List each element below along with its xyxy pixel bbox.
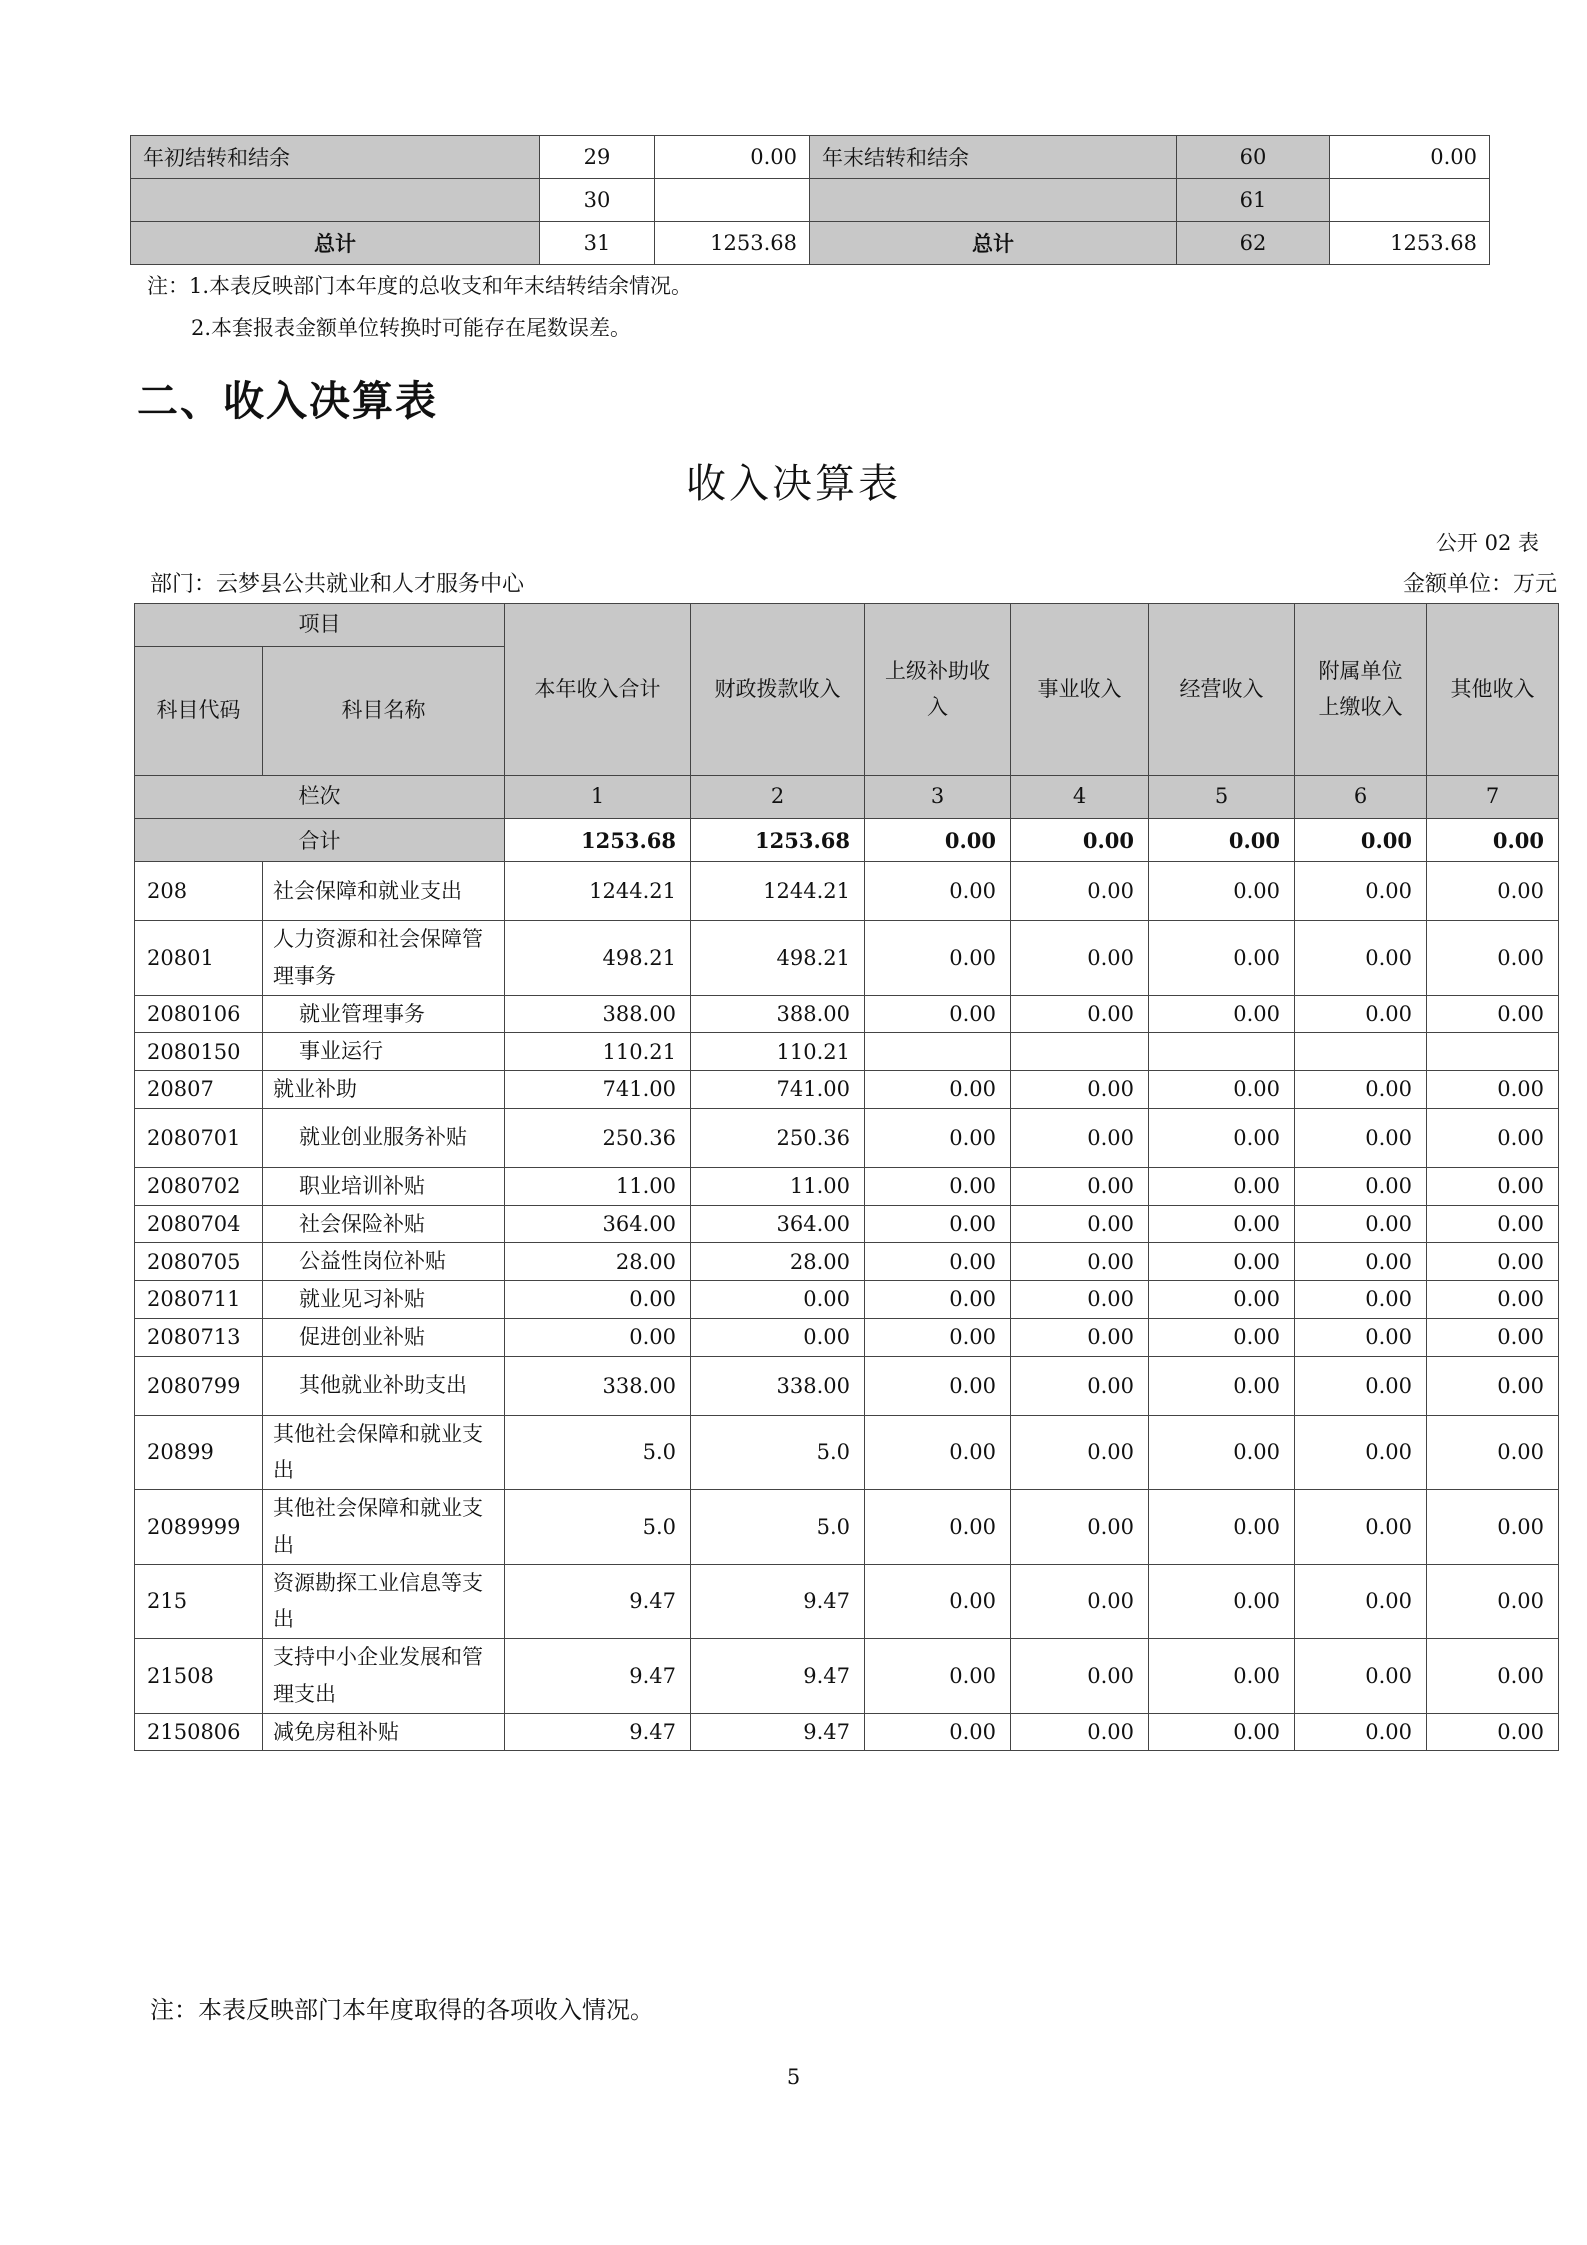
subject-code: 2080704 bbox=[135, 1205, 263, 1243]
subject-name: 减免房租补贴 bbox=[263, 1713, 505, 1751]
table-row bbox=[135, 862, 1559, 921]
total-value: 0.00 bbox=[1427, 819, 1559, 862]
amount-cell: 0.00 bbox=[865, 1356, 1011, 1415]
amount-cell: 0.00 bbox=[1427, 1205, 1559, 1243]
subject-name: 事业运行 bbox=[263, 1033, 505, 1071]
summary-right-line-no: 61 bbox=[1177, 179, 1330, 222]
amount-cell: 388.00 bbox=[505, 995, 691, 1033]
amount-cell: 0.00 bbox=[1011, 1356, 1149, 1415]
table-row bbox=[135, 1033, 1559, 1071]
summary-left-label: 年初结转和结余 bbox=[131, 136, 540, 179]
table-row bbox=[135, 1108, 1559, 1167]
amount-cell: 0.00 bbox=[1295, 1639, 1427, 1714]
amount-cell: 0.00 bbox=[865, 862, 1011, 921]
table-row bbox=[135, 1281, 1559, 1319]
amount-cell: 0.00 bbox=[1295, 1108, 1427, 1167]
summary-left-label bbox=[131, 179, 540, 222]
table-row bbox=[135, 1713, 1559, 1751]
subject-code: 2080150 bbox=[135, 1033, 263, 1071]
amount-cell: 0.00 bbox=[865, 921, 1011, 996]
subject-name: 就业创业服务补贴 bbox=[263, 1108, 505, 1167]
table-row bbox=[135, 921, 1559, 996]
table-row bbox=[135, 1071, 1559, 1109]
amount-cell: 0.00 bbox=[1011, 921, 1149, 996]
unit-label: 金额单位：万元 bbox=[1402, 572, 1557, 597]
amount-cell: 1244.21 bbox=[691, 862, 865, 921]
page-number: 5 bbox=[786, 2065, 801, 2089]
income-table bbox=[134, 603, 1559, 1751]
amount-cell: 0.00 bbox=[505, 1281, 691, 1319]
amount-cell: 0.00 bbox=[1149, 1564, 1295, 1639]
subject-name: 公益性岗位补贴 bbox=[263, 1243, 505, 1281]
amount-cell: 11.00 bbox=[505, 1167, 691, 1205]
subject-code: 20801 bbox=[135, 921, 263, 996]
amount-cell: 28.00 bbox=[505, 1243, 691, 1281]
amount-cell: 0.00 bbox=[1011, 1564, 1149, 1639]
amount-cell: 498.21 bbox=[505, 921, 691, 996]
summary-note-2: 2.本套报表金额单位转换时可能存在尾数误差。 bbox=[191, 316, 632, 340]
amount-cell: 0.00 bbox=[1427, 1490, 1559, 1565]
amount-cell: 0.00 bbox=[1427, 1243, 1559, 1281]
total-value: 0.00 bbox=[1149, 819, 1295, 862]
total-value: 1253.68 bbox=[505, 819, 691, 862]
amount-cell: 0.00 bbox=[865, 1205, 1011, 1243]
amount-cell: 0.00 bbox=[1149, 1356, 1295, 1415]
summary-right-label: 总计 bbox=[810, 222, 1177, 265]
table-row bbox=[135, 1205, 1559, 1243]
amount-cell: 0.00 bbox=[1427, 1167, 1559, 1205]
summary-left-value: 0.00 bbox=[655, 136, 810, 179]
summary-right-label: 年末结转和结余 bbox=[810, 136, 1177, 179]
amount-cell: 0.00 bbox=[865, 1564, 1011, 1639]
department-label: 部门：云梦县公共就业和人才服务中心 bbox=[150, 572, 525, 597]
amount-cell: 0.00 bbox=[1149, 1639, 1295, 1714]
summary-right-line-no: 62 bbox=[1177, 222, 1330, 265]
header-col-1: 本年收入合计 bbox=[505, 604, 691, 776]
amount-cell: 5.0 bbox=[691, 1490, 865, 1565]
subject-name: 就业补助 bbox=[263, 1071, 505, 1109]
summary-row bbox=[131, 222, 1490, 265]
total-value: 1253.68 bbox=[691, 819, 865, 862]
summary-left-line-no: 31 bbox=[540, 222, 655, 265]
amount-cell: 110.21 bbox=[691, 1033, 865, 1071]
subject-code: 2080702 bbox=[135, 1167, 263, 1205]
total-value: 0.00 bbox=[1295, 819, 1427, 862]
amount-cell: 0.00 bbox=[1295, 1243, 1427, 1281]
amount-cell: 0.00 bbox=[865, 1415, 1011, 1490]
table-row bbox=[135, 1356, 1559, 1415]
amount-cell: 0.00 bbox=[1149, 1108, 1295, 1167]
amount-cell bbox=[1149, 1033, 1295, 1071]
amount-cell: 28.00 bbox=[691, 1243, 865, 1281]
amount-cell: 0.00 bbox=[1149, 1167, 1295, 1205]
amount-cell: 0.00 bbox=[1427, 995, 1559, 1033]
table-row bbox=[135, 1564, 1559, 1639]
amount-cell: 250.36 bbox=[691, 1108, 865, 1167]
subject-code: 21508 bbox=[135, 1639, 263, 1714]
amount-cell: 0.00 bbox=[1295, 1167, 1427, 1205]
summary-left-line-no: 29 bbox=[540, 136, 655, 179]
table-row bbox=[135, 995, 1559, 1033]
subject-code: 2089999 bbox=[135, 1490, 263, 1565]
amount-cell: 0.00 bbox=[865, 1318, 1011, 1356]
subject-name: 其他社会保障和就业支出 bbox=[263, 1415, 505, 1490]
subject-name: 就业管理事务 bbox=[263, 995, 505, 1033]
amount-cell: 0.00 bbox=[1011, 1071, 1149, 1109]
amount-cell: 498.21 bbox=[691, 921, 865, 996]
total-value: 0.00 bbox=[865, 819, 1011, 862]
amount-cell: 0.00 bbox=[505, 1318, 691, 1356]
amount-cell: 0.00 bbox=[1295, 1564, 1427, 1639]
amount-cell: 0.00 bbox=[1149, 995, 1295, 1033]
total-label: 合计 bbox=[135, 819, 505, 862]
amount-cell: 0.00 bbox=[1427, 921, 1559, 996]
amount-cell: 0.00 bbox=[865, 995, 1011, 1033]
amount-cell: 9.47 bbox=[691, 1639, 865, 1714]
header-item: 项目 bbox=[135, 604, 505, 647]
subject-name: 职业培训补贴 bbox=[263, 1167, 505, 1205]
amount-cell: 0.00 bbox=[1149, 1281, 1295, 1319]
amount-cell: 0.00 bbox=[1149, 1713, 1295, 1751]
column-index-1: 1 bbox=[505, 776, 691, 819]
amount-cell: 364.00 bbox=[505, 1205, 691, 1243]
amount-cell: 0.00 bbox=[1149, 1071, 1295, 1109]
amount-cell: 0.00 bbox=[691, 1318, 865, 1356]
summary-left-label: 总计 bbox=[131, 222, 540, 265]
column-index-4: 4 bbox=[1011, 776, 1149, 819]
table-code: 公开 02 表 bbox=[1435, 531, 1539, 555]
amount-cell: 0.00 bbox=[1427, 1071, 1559, 1109]
table-row bbox=[135, 1490, 1559, 1565]
amount-cell: 338.00 bbox=[691, 1356, 865, 1415]
subject-code: 2080799 bbox=[135, 1356, 263, 1415]
amount-cell: 0.00 bbox=[1295, 862, 1427, 921]
amount-cell: 5.0 bbox=[505, 1415, 691, 1490]
header-col-3: 上级补助收入 bbox=[865, 604, 1011, 776]
amount-cell: 0.00 bbox=[865, 1639, 1011, 1714]
amount-cell: 0.00 bbox=[1149, 1490, 1295, 1565]
amount-cell: 0.00 bbox=[1011, 1243, 1149, 1281]
amount-cell: 0.00 bbox=[1295, 1318, 1427, 1356]
amount-cell: 0.00 bbox=[1295, 1281, 1427, 1319]
amount-cell: 0.00 bbox=[1149, 862, 1295, 921]
amount-cell: 0.00 bbox=[865, 1108, 1011, 1167]
amount-cell: 0.00 bbox=[1011, 1490, 1149, 1565]
amount-cell: 0.00 bbox=[1011, 1415, 1149, 1490]
column-index-5: 5 bbox=[1149, 776, 1295, 819]
summary-left-value: 1253.68 bbox=[655, 222, 810, 265]
table-row bbox=[135, 1639, 1559, 1714]
amount-cell: 0.00 bbox=[865, 1167, 1011, 1205]
amount-cell: 0.00 bbox=[1295, 1356, 1427, 1415]
table-row bbox=[135, 1415, 1559, 1490]
amount-cell: 11.00 bbox=[691, 1167, 865, 1205]
amount-cell: 0.00 bbox=[1427, 862, 1559, 921]
subject-code: 2080711 bbox=[135, 1281, 263, 1319]
subject-name: 其他就业补助支出 bbox=[263, 1356, 505, 1415]
amount-cell: 0.00 bbox=[1427, 1713, 1559, 1751]
subject-code: 2080106 bbox=[135, 995, 263, 1033]
amount-cell: 0.00 bbox=[1011, 1318, 1149, 1356]
subject-code: 2080713 bbox=[135, 1318, 263, 1356]
subject-name: 其他社会保障和就业支出 bbox=[263, 1490, 505, 1565]
amount-cell bbox=[865, 1033, 1011, 1071]
summary-note-1: 注：1.本表反映部门本年度的总收支和年末结转结余情况。 bbox=[147, 274, 693, 298]
amount-cell: 5.0 bbox=[505, 1490, 691, 1565]
amount-cell: 0.00 bbox=[1427, 1564, 1559, 1639]
subject-code: 20899 bbox=[135, 1415, 263, 1490]
amount-cell: 0.00 bbox=[1149, 1243, 1295, 1281]
amount-cell: 0.00 bbox=[865, 1281, 1011, 1319]
column-index-6: 6 bbox=[1295, 776, 1427, 819]
table-row bbox=[135, 1243, 1559, 1281]
amount-cell: 0.00 bbox=[865, 1243, 1011, 1281]
amount-cell: 0.00 bbox=[1011, 1713, 1149, 1751]
amount-cell: 0.00 bbox=[1295, 995, 1427, 1033]
amount-cell: 741.00 bbox=[691, 1071, 865, 1109]
amount-cell: 1244.21 bbox=[505, 862, 691, 921]
column-index-7: 7 bbox=[1427, 776, 1559, 819]
amount-cell: 0.00 bbox=[1295, 1415, 1427, 1490]
amount-cell bbox=[1295, 1033, 1427, 1071]
amount-cell: 0.00 bbox=[1011, 1108, 1149, 1167]
amount-cell: 0.00 bbox=[1149, 1415, 1295, 1490]
table-row bbox=[135, 1318, 1559, 1356]
amount-cell: 9.47 bbox=[691, 1713, 865, 1751]
subject-name: 支持中小企业发展和管理支出 bbox=[263, 1639, 505, 1714]
amount-cell: 0.00 bbox=[691, 1281, 865, 1319]
amount-cell: 0.00 bbox=[1427, 1639, 1559, 1714]
subject-name: 资源勘探工业信息等支出 bbox=[263, 1564, 505, 1639]
amount-cell: 250.36 bbox=[505, 1108, 691, 1167]
subject-code: 20807 bbox=[135, 1071, 263, 1109]
amount-cell: 388.00 bbox=[691, 995, 865, 1033]
subject-code: 2080701 bbox=[135, 1108, 263, 1167]
summary-right-value: 1253.68 bbox=[1330, 222, 1490, 265]
amount-cell: 0.00 bbox=[1011, 1639, 1149, 1714]
summary-left-value bbox=[655, 179, 810, 222]
amount-cell: 110.21 bbox=[505, 1033, 691, 1071]
amount-cell: 364.00 bbox=[691, 1205, 865, 1243]
amount-cell: 0.00 bbox=[1427, 1108, 1559, 1167]
amount-cell bbox=[1011, 1033, 1149, 1071]
amount-cell: 0.00 bbox=[1295, 1205, 1427, 1243]
amount-cell: 0.00 bbox=[1011, 862, 1149, 921]
subject-name: 促进创业补贴 bbox=[263, 1318, 505, 1356]
income-table-note: 注：本表反映部门本年度取得的各项收入情况。 bbox=[150, 1996, 654, 2024]
section-heading: 二、收入决算表 bbox=[137, 377, 438, 425]
subject-name: 社会保障和就业支出 bbox=[263, 862, 505, 921]
amount-cell: 0.00 bbox=[865, 1713, 1011, 1751]
amount-cell: 0.00 bbox=[1149, 1318, 1295, 1356]
amount-cell: 0.00 bbox=[1427, 1318, 1559, 1356]
amount-cell: 0.00 bbox=[1011, 1167, 1149, 1205]
amount-cell: 0.00 bbox=[1427, 1281, 1559, 1319]
summary-right-label bbox=[810, 179, 1177, 222]
amount-cell: 0.00 bbox=[1427, 1415, 1559, 1490]
amount-cell: 0.00 bbox=[865, 1071, 1011, 1109]
amount-cell: 0.00 bbox=[1295, 921, 1427, 996]
summary-row bbox=[131, 136, 1490, 179]
header-col-7: 其他收入 bbox=[1427, 604, 1559, 776]
amount-cell: 0.00 bbox=[1295, 1713, 1427, 1751]
summary-row bbox=[131, 179, 1490, 222]
table-title: 收入决算表 bbox=[686, 461, 901, 507]
amount-cell: 741.00 bbox=[505, 1071, 691, 1109]
amount-cell: 0.00 bbox=[865, 1490, 1011, 1565]
header-col-6: 附属单位上缴收入 bbox=[1295, 604, 1427, 776]
summary-left-line-no: 30 bbox=[540, 179, 655, 222]
subject-name: 就业见习补贴 bbox=[263, 1281, 505, 1319]
summary-right-value bbox=[1330, 179, 1490, 222]
summary-right-value: 0.00 bbox=[1330, 136, 1490, 179]
amount-cell bbox=[1427, 1033, 1559, 1071]
amount-cell: 0.00 bbox=[1011, 995, 1149, 1033]
summary-right-line-no: 60 bbox=[1177, 136, 1330, 179]
header-name: 科目名称 bbox=[263, 647, 505, 776]
amount-cell: 0.00 bbox=[1149, 921, 1295, 996]
subject-code: 2080705 bbox=[135, 1243, 263, 1281]
subject-code: 215 bbox=[135, 1564, 263, 1639]
amount-cell: 9.47 bbox=[505, 1564, 691, 1639]
amount-cell: 0.00 bbox=[1011, 1281, 1149, 1319]
subject-code: 208 bbox=[135, 862, 263, 921]
total-value: 0.00 bbox=[1011, 819, 1149, 862]
subject-code: 2150806 bbox=[135, 1713, 263, 1751]
header-col-2: 财政拨款收入 bbox=[691, 604, 865, 776]
amount-cell: 9.47 bbox=[505, 1639, 691, 1714]
header-column-index-label: 栏次 bbox=[135, 776, 505, 819]
summary-table-tail bbox=[130, 135, 1490, 265]
table-row bbox=[135, 1167, 1559, 1205]
amount-cell: 338.00 bbox=[505, 1356, 691, 1415]
amount-cell: 0.00 bbox=[1295, 1490, 1427, 1565]
header-col-5: 经营收入 bbox=[1149, 604, 1295, 776]
amount-cell: 0.00 bbox=[1427, 1356, 1559, 1415]
amount-cell: 0.00 bbox=[1295, 1071, 1427, 1109]
header-col-4: 事业收入 bbox=[1011, 604, 1149, 776]
amount-cell: 9.47 bbox=[691, 1564, 865, 1639]
column-index-3: 3 bbox=[865, 776, 1011, 819]
amount-cell: 5.0 bbox=[691, 1415, 865, 1490]
header-code: 科目代码 bbox=[135, 647, 263, 776]
subject-name: 社会保险补贴 bbox=[263, 1205, 505, 1243]
amount-cell: 9.47 bbox=[505, 1713, 691, 1751]
subject-name: 人力资源和社会保障管理事务 bbox=[263, 921, 505, 996]
column-index-2: 2 bbox=[691, 776, 865, 819]
amount-cell: 0.00 bbox=[1011, 1205, 1149, 1243]
amount-cell: 0.00 bbox=[1149, 1205, 1295, 1243]
